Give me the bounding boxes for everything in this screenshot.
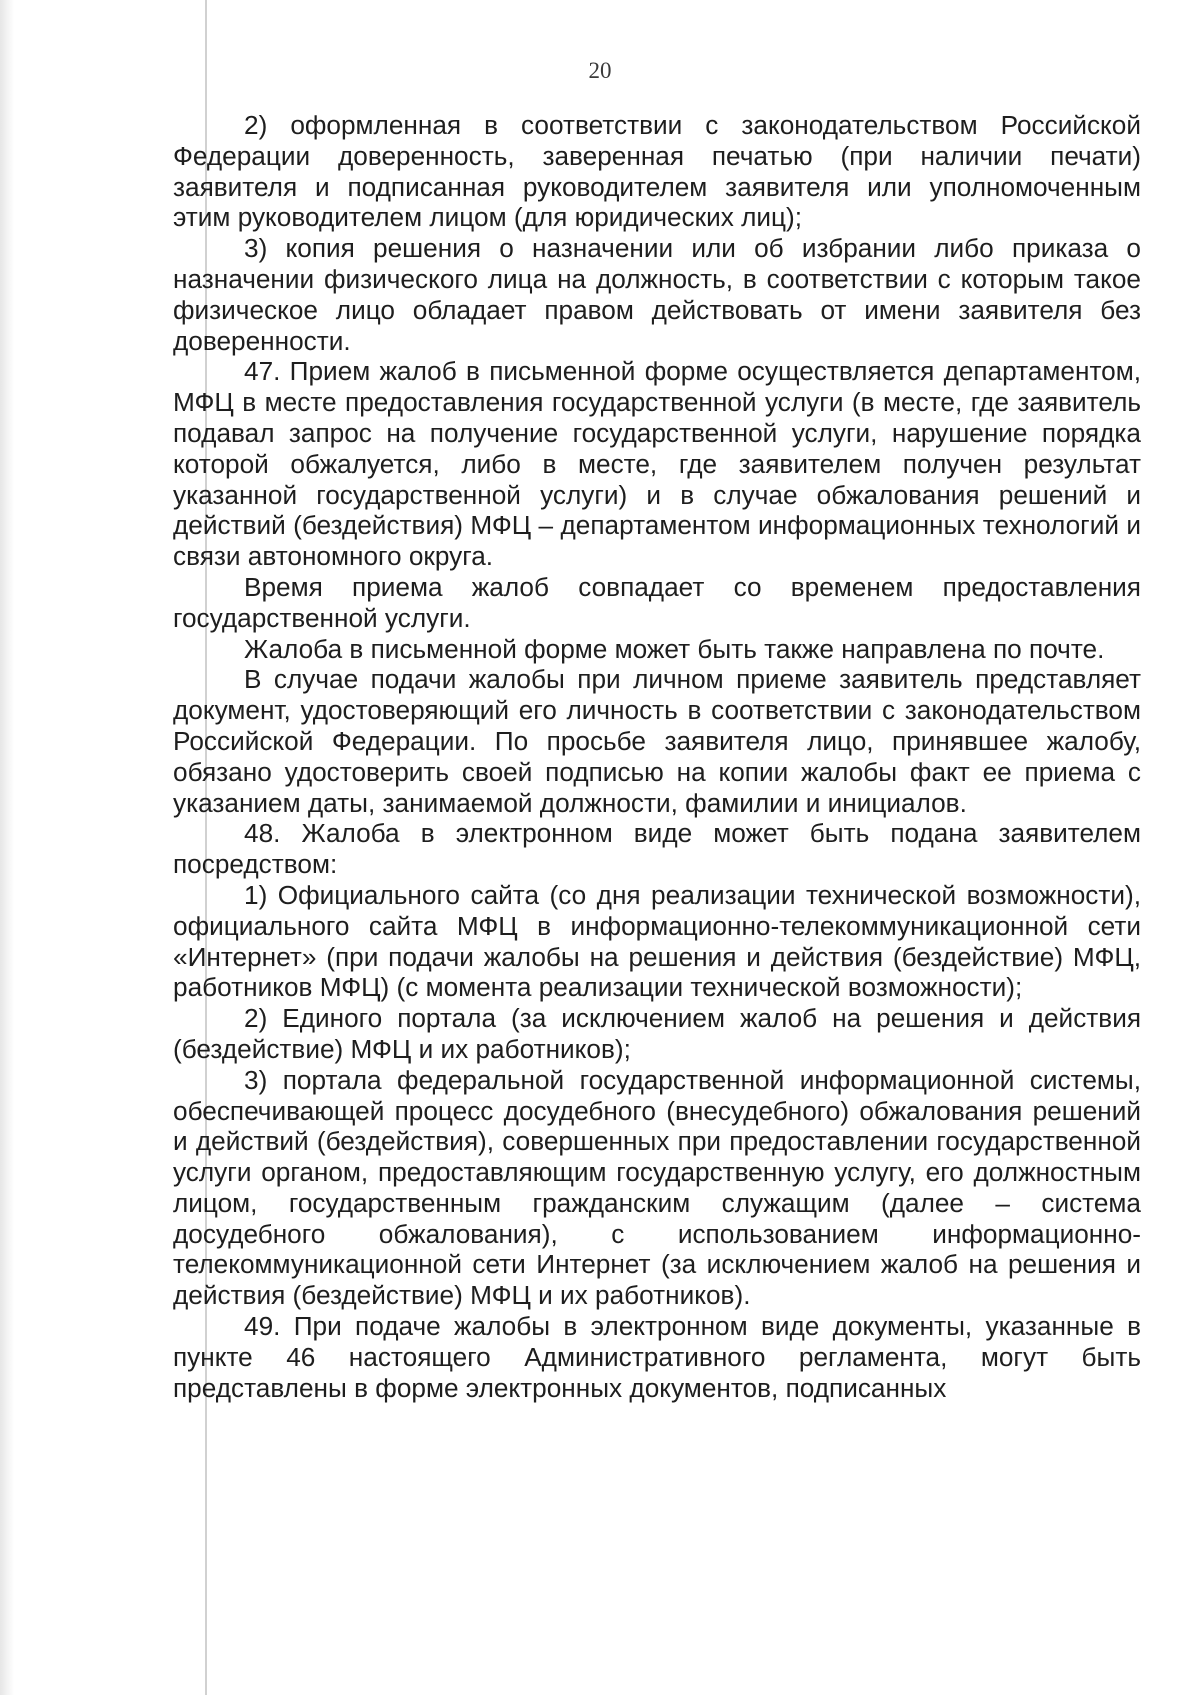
paragraph-48-item-2: 2) Единого портала (за исключением жалоб на решения и действия (бездействие) МФЦ и их работников); [173,1003,1141,1064]
paragraph-48-item-3: 3) портала федеральной государственной информационной системы, обеспечивающей процесс досудебного (внесудебного) обжалования решений и действий (бездействия), совершенных при предоставлении государственной услуги органом, предоставляющим государственную услугу, его должностным лицом, государственным гражданским служащим (далее – система досудебного обжалования), с использованием информационно-телекоммуникационной сети Интернет (за исключением жалоб на решения и действия (бездействие) МФЦ и их работников). [173,1064,1141,1311]
page-number: 20 [588,58,612,83]
paragraph-item-2: 2) оформленная в соответствии с законодательством Российской Федерации доверенность, заверенная печатью (при наличии печати) заявителя и подписанная руководителем заявителя или уполномоченным этим руководителем лицом (для юридических лиц); [173,110,1141,233]
document-text [173,110,1141,1403]
paragraph-48: 48. Жалоба в электронном виде может быть подана заявителем посредством: [173,818,1141,880]
paragraph-item-3: 3) копия решения о назначении или об избрании либо приказа о назначении физического лица на должность, в соответствии с которым такое физическое лицо обладает правом действовать от имени заявителя без доверенности. [173,233,1141,356]
paragraph-49: 49. При подаче жалобы в электронном виде документы, указанные в пункте 46 настоящего Административного регламента, могут быть представлены в форме электронных документов, подписанных [173,1311,1141,1403]
paragraph-48-item-1: 1) Официального сайта (со дня реализации технической возможности), официального сайта МФЦ в информационно-телекоммуникационной сети «Интернет» (при подачи жалобы на решения и действия (бездействие) МФЦ, работников МФЦ) (с момента реализации технической возможности); [173,879,1141,1003]
paragraph-47: 47. Прием жалоб в письменной форме осуществляется департаментом, МФЦ в месте предоставления государственной услуги (в месте, где заявитель подавал запрос на получение государственной услуги, нарушение порядка которой обжалуется, либо в месте, где заявителем получен результат указанной государственной услуги) и в случае обжалования решений и действий (бездействия) МФЦ – департаментом информационных технологий и связи автономного округа. [173,356,1141,572]
scan-edge-shadow [0,0,14,1695]
paragraph-personal-reception: В случае подачи жалобы при личном приеме заявитель представляет документ, удостоверяющий его личность в соответствии с законодательством Российской Федерации. По просьбе заявителя лицо, принявшее жалобу, обязано удостоверить своей подписью на копии жалобы факт ее приема с указанием даты, занимаемой должности, фамилии и инициалов. [173,664,1141,818]
paragraph-reception-time: Время приема жалоб совпадает со временем предоставления государственной услуги. [173,571,1141,633]
paragraph-mail: Жалоба в письменной форме может быть также направлена по почте. [244,633,1105,664]
